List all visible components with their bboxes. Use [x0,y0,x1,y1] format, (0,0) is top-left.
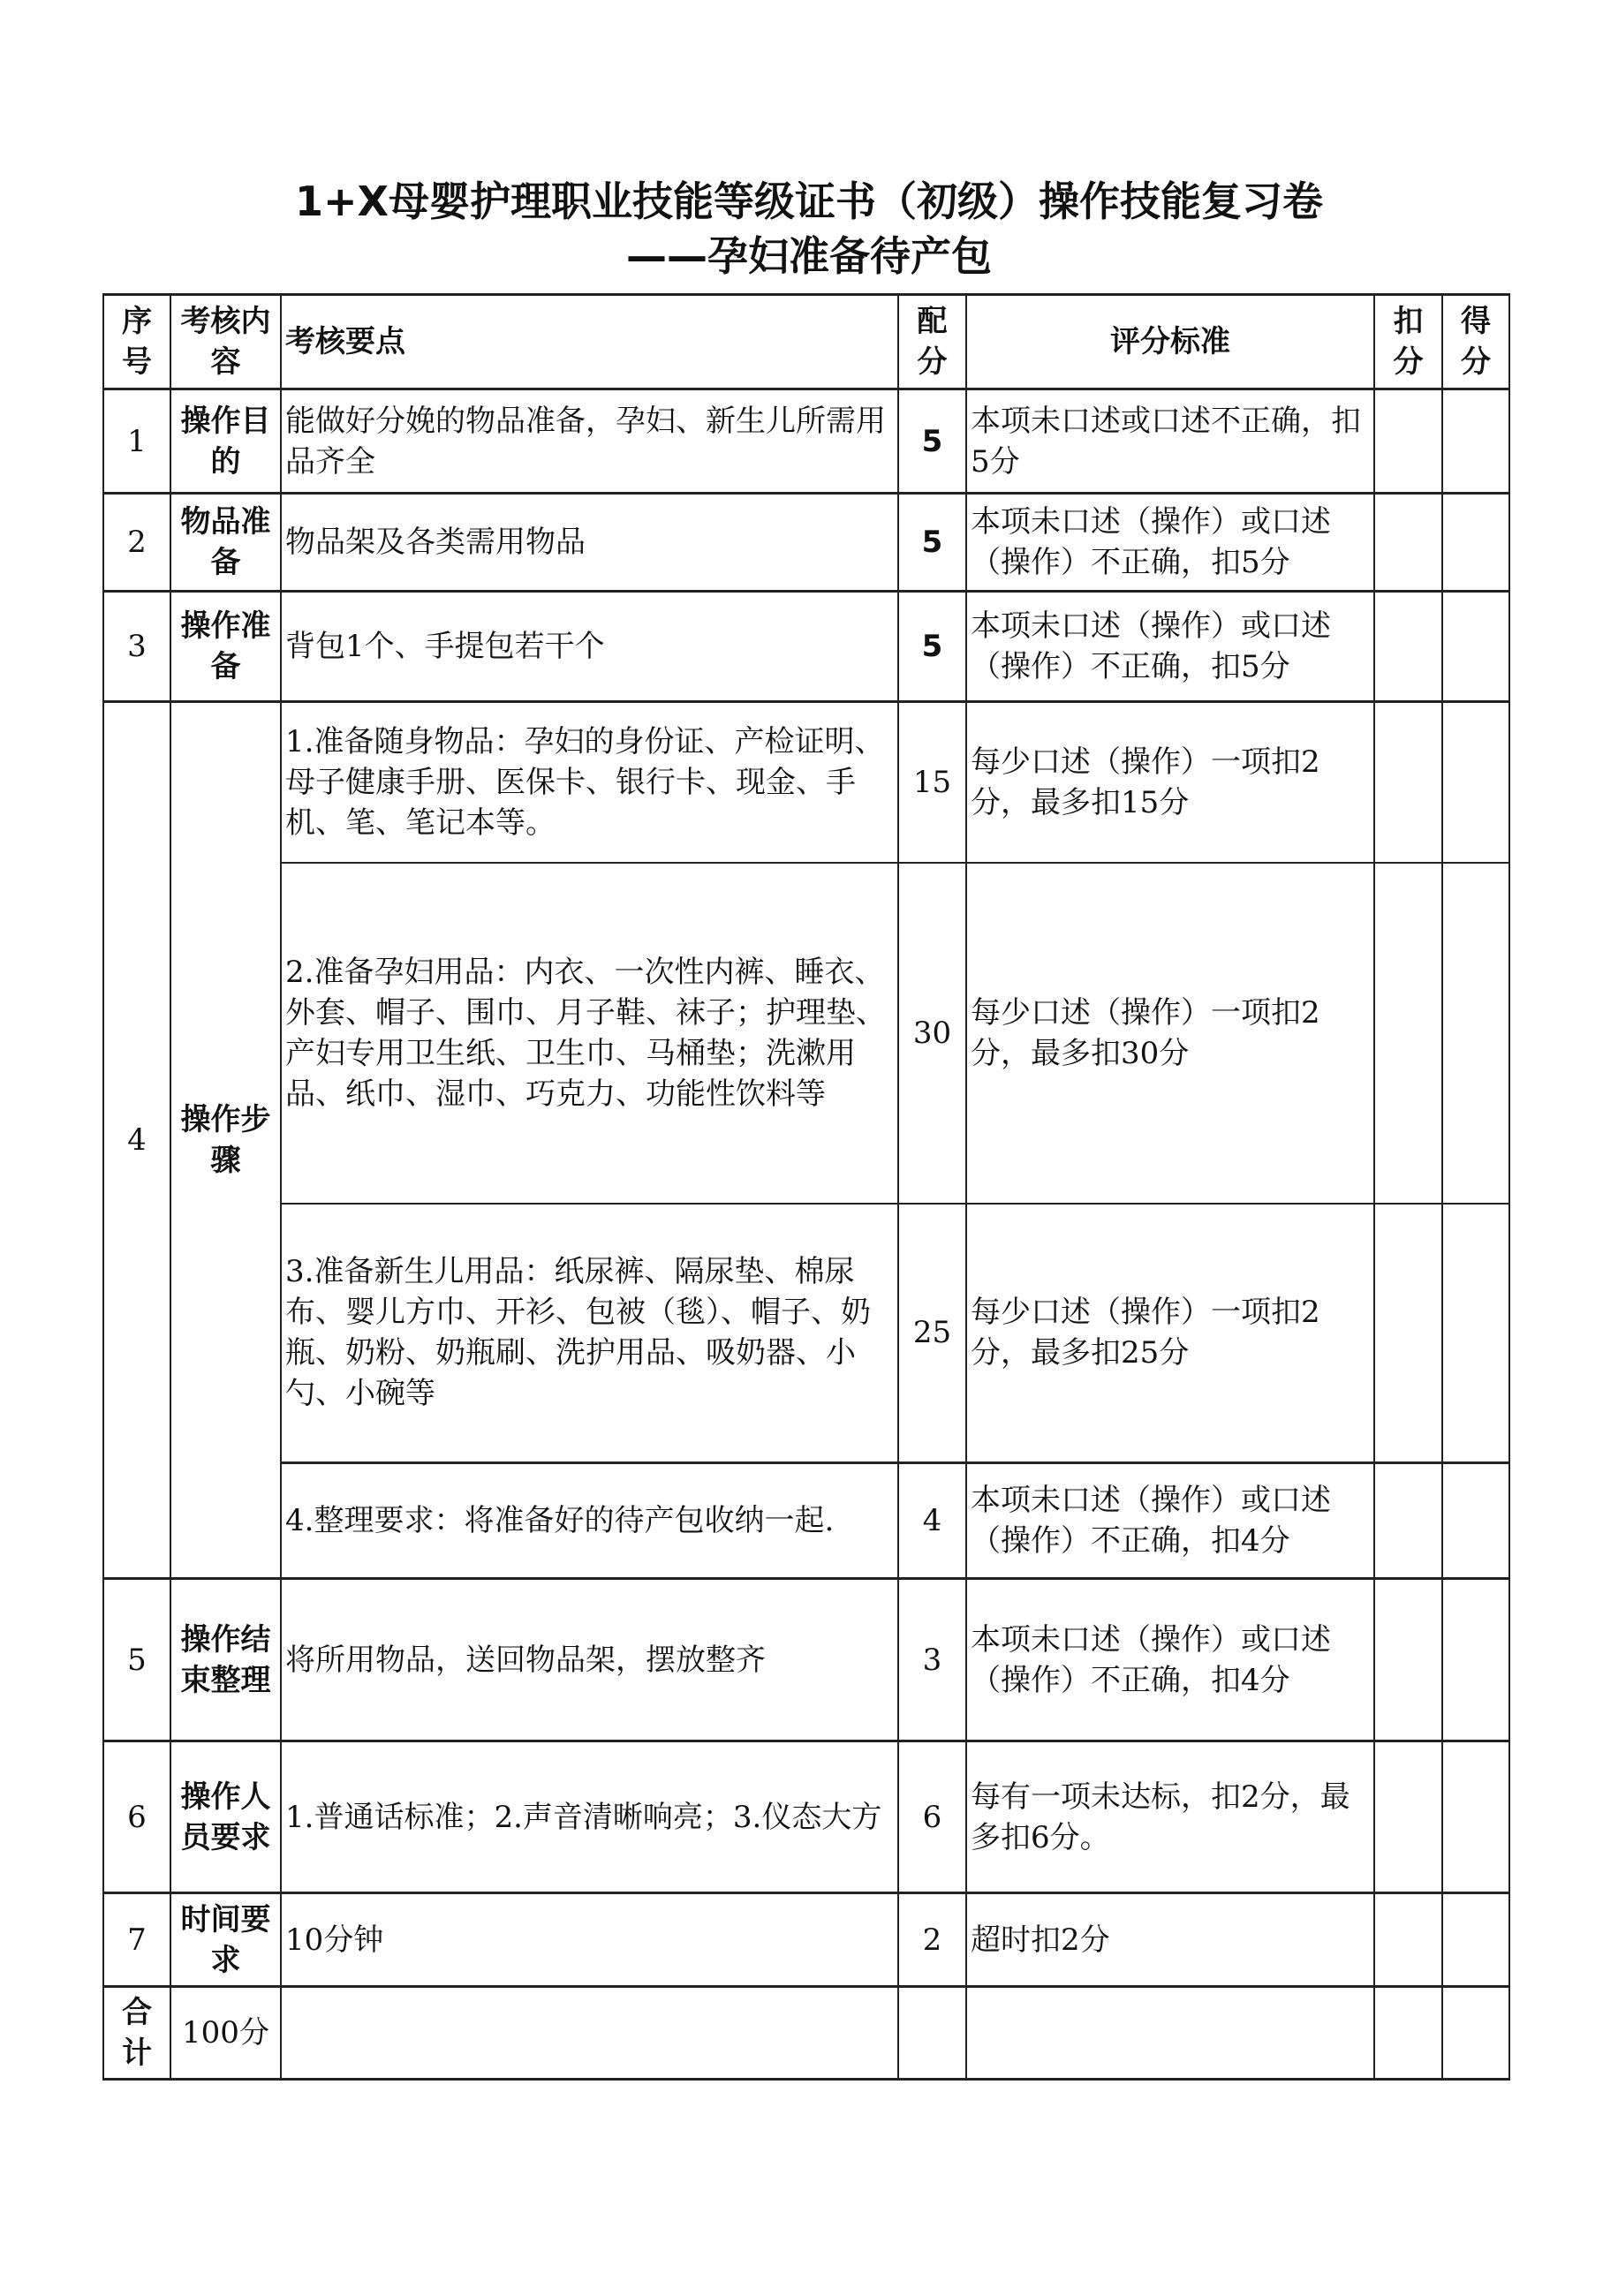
table-row [103,592,1509,702]
header-row [103,295,1509,389]
document-title: 1+X母婴护理职业技能等级证书（初级）操作技能复习卷 [294,177,1323,225]
row-criteria: 每少口述（操作）一项扣2分，最多扣15分 [966,702,1374,863]
row-score: 25 [898,1204,966,1463]
table-row [103,1893,1509,1987]
row-points: 1.普通话标准；2.声音清晰响亮；3.仪态大方 [281,1741,898,1893]
row-points: 4.整理要求：将准备好的待产包收纳一起. [281,1463,898,1579]
row-got-cell [1442,1893,1509,1987]
row-no: 5 [103,1579,170,1741]
header-criteria: 评分标准 [966,295,1374,389]
row-got-cell [1442,1204,1509,1463]
row-deduct-cell [1374,389,1442,494]
row-content: 操作准备 [170,592,281,702]
total-empty-cell [898,1987,966,2080]
table-subrow [103,1463,1509,1579]
header-no: 序号 [103,295,170,389]
row-no: 1 [103,389,170,494]
row-deduct-cell [1374,702,1442,863]
total-value: 100分 [170,1987,281,2080]
row-criteria: 本项未口述或口述不正确，扣5分 [966,389,1374,494]
header-points: 考核要点 [281,295,898,389]
row-criteria: 本项未口述（操作）或口述（操作）不正确，扣4分 [966,1463,1374,1579]
row-score: 3 [898,1579,966,1741]
row-points: 将所用物品，送回物品架，摆放整齐 [281,1579,898,1741]
row-deduct-cell [1374,592,1442,702]
row-content: 物品准备 [170,494,281,592]
total-empty-cell [281,1987,898,2080]
row-score: 5 [898,389,966,494]
row-score: 6 [898,1741,966,1893]
row-points: 物品架及各类需用物品 [281,494,898,592]
table-row [103,389,1509,494]
row-deduct-cell [1374,494,1442,592]
row-got-cell [1442,494,1509,592]
row-content: 操作步骤 [170,702,281,1579]
row-no: 4 [103,702,170,1579]
table-row [103,1579,1509,1741]
document-subtitle: ——孕妇准备待产包 [626,232,992,280]
row-points: 背包1个、手提包若干个 [281,592,898,702]
row-got-cell [1442,1741,1509,1893]
row-got-cell [1442,1579,1509,1741]
row-deduct-cell [1374,863,1442,1204]
row-content: 操作结束整理 [170,1579,281,1741]
row-points: 10分钟 [281,1893,898,1987]
table-row [103,702,1509,863]
header-content: 考核内容 [170,295,281,389]
total-row [103,1987,1509,2080]
row-deduct-cell [1374,1579,1442,1741]
row-no: 6 [103,1741,170,1893]
header-score: 配分 [898,295,966,389]
header-deduct: 扣分 [1374,295,1442,389]
row-points: 2.准备孕妇用品：内衣、一次性内裤、睡衣、外套、帽子、围巾、月子鞋、袜子；护理垫、产妇专用卫生纸、卫生巾、马桶垫；洗漱用品、纸巾、湿巾、巧克力、功能性饮料等 [281,863,898,1204]
row-score: 4 [898,1463,966,1579]
row-score: 30 [898,863,966,1204]
row-criteria: 本项未口述（操作）或口述（操作）不正确，扣4分 [966,1579,1374,1741]
row-content: 操作人员要求 [170,1741,281,1893]
row-score: 5 [898,494,966,592]
row-got-cell [1442,592,1509,702]
row-deduct-cell [1374,1204,1442,1463]
row-deduct-cell [1374,1893,1442,1987]
row-points: 1.准备随身物品：孕妇的身份证、产检证明、母子健康手册、医保卡、银行卡、现金、手机、笔、笔记本等。 [281,702,898,863]
total-empty-cell [966,1987,1374,2080]
row-score: 2 [898,1893,966,1987]
row-no: 2 [103,494,170,592]
header-got: 得分 [1442,295,1509,389]
row-points: 3.准备新生儿用品：纸尿裤、隔尿垫、棉尿布、婴儿方巾、开衫、包被（毯）、帽子、奶瓶、奶粉、奶瓶刷、洗护用品、吸奶器、小勺、小碗等 [281,1204,898,1463]
row-score: 15 [898,702,966,863]
row-deduct-cell [1374,1741,1442,1893]
row-score: 5 [898,592,966,702]
total-empty-cell [1374,1987,1442,2080]
row-deduct-cell [1374,1463,1442,1579]
row-criteria: 每少口述（操作）一项扣2分，最多扣25分 [966,1204,1374,1463]
scoring-table [102,293,1510,2081]
total-empty-cell [1442,1987,1509,2080]
total-label: 合计 [103,1987,170,2080]
row-points: 能做好分娩的物品准备，孕妇、新生儿所需用品齐全 [281,389,898,494]
row-no: 3 [103,592,170,702]
table-row [103,1741,1509,1893]
row-got-cell [1442,1463,1509,1579]
table-row [103,494,1509,592]
row-criteria: 每少口述（操作）一项扣2分，最多扣30分 [966,863,1374,1204]
row-got-cell [1442,702,1509,863]
table-subrow [103,863,1509,1204]
table-subrow [103,1204,1509,1463]
row-no: 7 [103,1893,170,1987]
row-criteria: 本项未口述（操作）或口述（操作）不正确，扣5分 [966,494,1374,592]
row-criteria: 本项未口述（操作）或口述（操作）不正确，扣5分 [966,592,1374,702]
row-criteria: 超时扣2分 [966,1893,1374,1987]
row-criteria: 每有一项未达标，扣2分，最多扣6分。 [966,1741,1374,1893]
row-content: 操作目的 [170,389,281,494]
row-content: 时间要求 [170,1893,281,1987]
row-got-cell [1442,863,1509,1204]
row-got-cell [1442,389,1509,494]
